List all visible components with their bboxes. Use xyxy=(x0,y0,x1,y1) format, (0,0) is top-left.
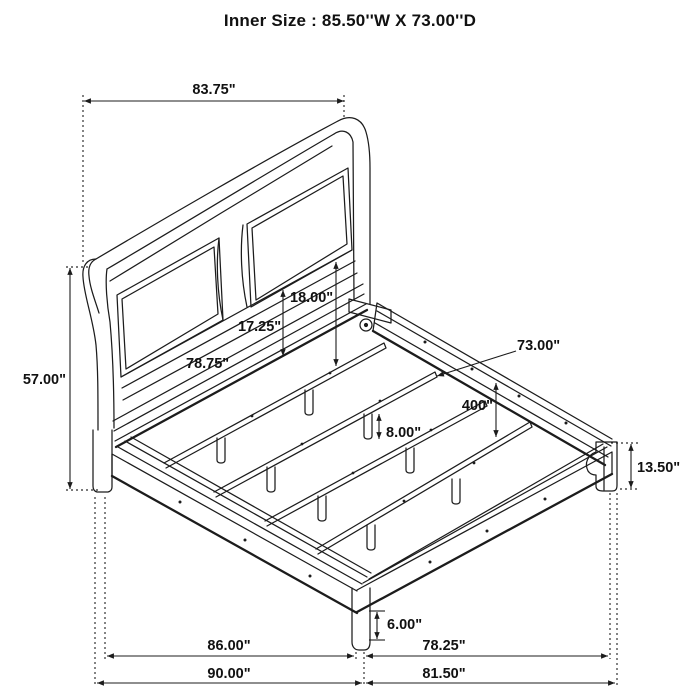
rail-bolts xyxy=(179,341,568,578)
dim-inner-depth xyxy=(437,338,560,376)
slats xyxy=(164,343,532,554)
headboard xyxy=(83,118,391,492)
bracket-bolt-center xyxy=(364,323,368,327)
side-rail-left xyxy=(112,437,371,591)
footboard-rail xyxy=(357,444,612,590)
diagram-title: Inner Size : 85.50''W X 73.00''D xyxy=(223,11,477,30)
dim-inner-depth-front xyxy=(366,638,608,656)
dim-footboard-height-label: 13.50" xyxy=(637,460,681,476)
dim-upper-panel-label: 18.00" xyxy=(290,290,334,306)
slat-bolts xyxy=(251,372,476,503)
dim-outer-depth xyxy=(366,666,615,683)
footboard-rail-bottom xyxy=(357,474,612,612)
dim-inner-width-label: 86.00" xyxy=(207,638,251,654)
dim-upper-panel xyxy=(290,262,336,366)
dim-footboard-height xyxy=(611,443,680,489)
dim-inner-depth-label: 73.00" xyxy=(517,338,561,354)
dim-headboard-rail-label: 78.75" xyxy=(186,356,230,372)
slat-3 xyxy=(265,401,487,526)
front-leg xyxy=(352,588,370,650)
dim-outer-depth-label: 81.50" xyxy=(422,666,466,682)
headboard-left-leg xyxy=(93,430,112,492)
dim-outer-width xyxy=(97,666,362,683)
headboard-left-post xyxy=(83,259,114,430)
dim-rail-gap-label: 400" xyxy=(461,398,493,414)
dim-top-width xyxy=(83,82,344,264)
dim-support-leg-label: 8.00" xyxy=(386,425,422,441)
dim-support-leg xyxy=(379,414,421,441)
dim-top-width-label: 83.75" xyxy=(192,82,236,98)
dim-inner-depth-front-label: 78.25" xyxy=(422,638,466,654)
dim-lower-panel-label: 17.25" xyxy=(238,319,282,335)
dim-headboard-rail xyxy=(186,356,229,372)
dim-left-height-label: 57.00" xyxy=(22,372,66,388)
dim-front-leg-label: 6.00" xyxy=(387,617,423,633)
dim-inner-width xyxy=(107,638,354,656)
headboard-bottom-edges xyxy=(113,284,366,441)
dim-outer-width-label: 90.00" xyxy=(207,666,251,682)
dim-front-leg xyxy=(369,611,422,640)
